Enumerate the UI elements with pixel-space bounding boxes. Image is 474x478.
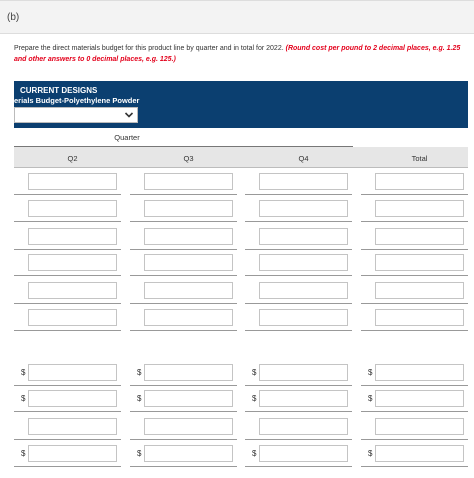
row-underline [14,385,121,386]
part-header [0,0,474,34]
row-underline [130,275,237,276]
row-5-total-input[interactable] [375,282,464,299]
currency-symbol: $ [21,449,26,458]
rounding-note: (Round cost per pound to 2 decimal places, e.g. 1.25 and other answers to 0 decimal places, e.g. 125.) [14,45,461,63]
chevron-down-icon [124,111,134,119]
row-7-total-input[interactable] [375,364,464,381]
row-underline [245,221,352,222]
row-underline [14,249,121,250]
currency-symbol: $ [137,394,142,403]
row-2-q2-input[interactable] [28,200,117,217]
row-3-q2-input[interactable] [28,228,117,245]
row-underline [245,303,352,304]
currency-symbol: $ [137,368,142,377]
row-6-total-input[interactable] [375,309,464,326]
row-underline [361,221,468,222]
row-underline [245,439,352,440]
row-underline [361,439,468,440]
budget-title: erials Budget-Polyethylene Powder [14,96,140,105]
row-underline [361,466,468,467]
row-underline [245,411,352,412]
row-6-q4-input[interactable] [259,309,348,326]
row-4-q3-input[interactable] [144,254,233,271]
row-underline [130,249,237,250]
row-9-q3-input[interactable] [144,418,233,435]
row-8-q3-input[interactable] [144,390,233,407]
row-6-q3-input[interactable] [144,309,233,326]
row-3-total-input[interactable] [375,228,464,245]
row-1-q2-input[interactable] [28,173,117,190]
row-10-total-input[interactable] [375,445,464,462]
row-underline [130,303,237,304]
row-10-q4-input[interactable] [259,445,348,462]
column-header-total: Total [411,154,428,163]
row-underline [361,194,468,195]
row-7-q3-input[interactable] [144,364,233,381]
row-underline [245,385,352,386]
row-underline [361,330,468,331]
currency-symbol: $ [368,368,373,377]
row-underline [130,194,237,195]
row-9-q4-input[interactable] [259,418,348,435]
row-8-total-input[interactable] [375,390,464,407]
row-underline [130,221,237,222]
row-underline [14,411,121,412]
row-4-total-input[interactable] [375,254,464,271]
period-select[interactable] [14,107,138,123]
column-header-q2: Q2 [67,154,78,163]
row-8-q2-input[interactable] [28,390,117,407]
row-1-q4-input[interactable] [259,173,348,190]
row-underline [361,275,468,276]
row-underline [245,249,352,250]
row-underline [14,221,121,222]
column-header-q4: Q4 [298,154,309,163]
row-10-q3-input[interactable] [144,445,233,462]
instructions-text: Prepare the direct materials budget for this product line by quarter and in total for 2022. [14,45,284,52]
row-6-q2-input[interactable] [28,309,117,326]
row-1-total-input[interactable] [375,173,464,190]
row-underline [14,330,121,331]
row-9-total-input[interactable] [375,418,464,435]
budget-banner [14,81,468,128]
row-underline [245,275,352,276]
row-2-q3-input[interactable] [144,200,233,217]
row-9-q2-input[interactable] [28,418,117,435]
row-underline [361,249,468,250]
row-5-q3-input[interactable] [144,282,233,299]
currency-symbol: $ [368,394,373,403]
row-4-q4-input[interactable] [259,254,348,271]
row-underline [14,466,121,467]
row-underline [14,303,121,304]
row-5-q4-input[interactable] [259,282,348,299]
currency-symbol: $ [21,368,26,377]
part-label: (b) [7,12,20,23]
company-name: CURRENT DESIGNS [20,86,98,95]
row-underline [361,385,468,386]
row-8-q4-input[interactable] [259,390,348,407]
row-3-q4-input[interactable] [259,228,348,245]
row-underline [245,466,352,467]
quarter-label: Quarter [114,133,140,142]
row-underline [245,330,352,331]
row-underline [130,385,237,386]
row-underline [130,411,237,412]
table-header [14,147,468,168]
row-underline [245,194,352,195]
row-underline [14,194,121,195]
currency-symbol: $ [21,394,26,403]
row-3-q3-input[interactable] [144,228,233,245]
row-underline [130,330,237,331]
row-underline [130,466,237,467]
row-2-total-input[interactable] [375,200,464,217]
row-1-q3-input[interactable] [144,173,233,190]
row-5-q2-input[interactable] [28,282,117,299]
instructions [14,44,472,65]
row-7-q4-input[interactable] [259,364,348,381]
row-underline [130,439,237,440]
row-underline [14,275,121,276]
row-10-q2-input[interactable] [28,445,117,462]
currency-symbol: $ [252,449,257,458]
column-header-q3: Q3 [183,154,194,163]
row-underline [14,439,121,440]
currency-symbol: $ [137,449,142,458]
currency-symbol: $ [252,368,257,377]
row-4-q2-input[interactable] [28,254,117,271]
currency-symbol: $ [252,394,257,403]
row-underline [361,411,468,412]
currency-symbol: $ [368,449,373,458]
row-underline [361,303,468,304]
row-2-q4-input[interactable] [259,200,348,217]
row-7-q2-input[interactable] [28,364,117,381]
